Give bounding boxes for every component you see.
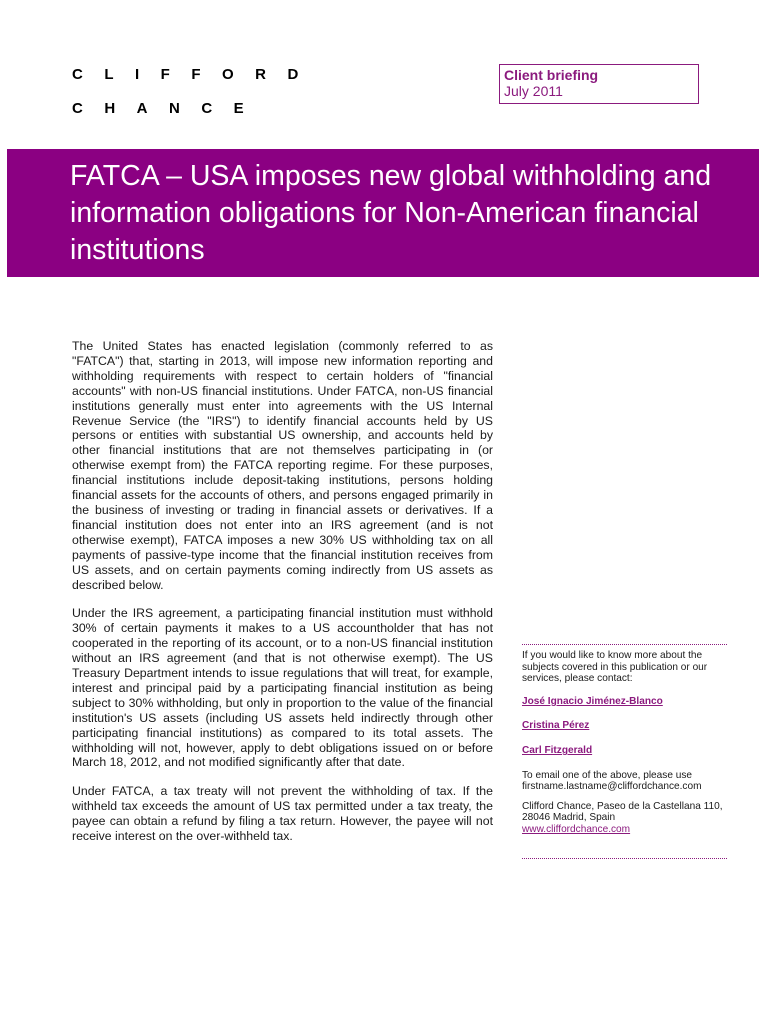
contact-link-jimenez-blanco[interactable]: José Ignacio Jiménez-Blanco (522, 695, 663, 707)
document-title: FATCA – USA imposes new global withholding and information obligations for Non-American financial institutions (70, 160, 712, 266)
email-note: To email one of the above, please use firstname.lastname@cliffordchance.com (522, 769, 702, 793)
body-paragraph: Under FATCA, a tax treaty will not prevent the withholding of tax. If the withheld tax exceeds the amount of US tax permitted under a tax treaty, the payee can obtain a refund by filing a tax return. However, the payee will not receive interest on the over-withheld tax. (72, 784, 493, 844)
body-text (72, 339, 493, 858)
office-address: Clifford Chance, Paseo de la Castellana 110, 28046 Madrid, Spain (522, 800, 723, 824)
sidebar-intro: If you would like to know more about the subjects covered in this publication or our services, please contact: (522, 650, 708, 685)
logo-line-1: CLIFFORD (72, 66, 320, 83)
briefing-box (499, 64, 699, 104)
briefing-type: Client briefing (504, 67, 599, 83)
logo-line-2: CHANCE (72, 100, 266, 117)
body-paragraph: The United States has enacted legislation (commonly referred to as "FATCA") that, starting in 2013, will impose new information reporting and withholding requirements with respect to certain holders of "financial accounts" with non-US financial institutions. Under FATCA, non-US financial institutions generally must enter into agreements with the US Internal Revenue Service (the "IRS") to identify financial accounts held by US persons or entities with substantial US ownership, and accounts held by other financial institutions that are not themselves participating in (or otherwise exempt from) the FATCA reporting regime. For these purposes, financial institutions include deposit-taking institutions, persons holding financial assets for the accounts of others, and persons engaged primarily in the business of investing or trading in financial assets or derivatives. If a financial institution does not enter into an IRS agreement (and is not otherwise exempt), FATCA imposes a new 30% US withholding tax on all payments of passive-type income that the financial institution receives from US assets, and on certain payments coming indirectly from US assets as described below. (72, 339, 493, 592)
contact-link-perez[interactable]: Cristina Pérez (522, 720, 590, 732)
website-link[interactable]: www.cliffordchance.com (522, 823, 631, 835)
contact-link-fitzgerald[interactable]: Carl Fitzgerald (522, 744, 593, 756)
title-banner (7, 149, 759, 277)
body-paragraph: Under the IRS agreement, a participating financial institution must withhold 30% of certain payments it makes to a US accountholder that has not cooperated in the reporting of its account, or to a non-US financial institution without an IRS agreement (and that is not otherwise exempt). The US Treasury Department intends to issue regulations that will treat, for example, interest and principal paid by a participating financial institution as being subject to 30% withholding, but only in proportion to the value of the financial institution's US assets (including US assets held indirectly through other participating financial institutions) as compared to its total assets. The withholding will not, however, apply to debt obligations issued on or before March 18, 2012, and not modified significantly after that date. (72, 606, 493, 770)
contact-sidebar (522, 644, 727, 836)
briefing-date: July 2011 (504, 83, 563, 99)
sidebar-divider (522, 858, 727, 859)
clifford-chance-logo (72, 58, 320, 126)
